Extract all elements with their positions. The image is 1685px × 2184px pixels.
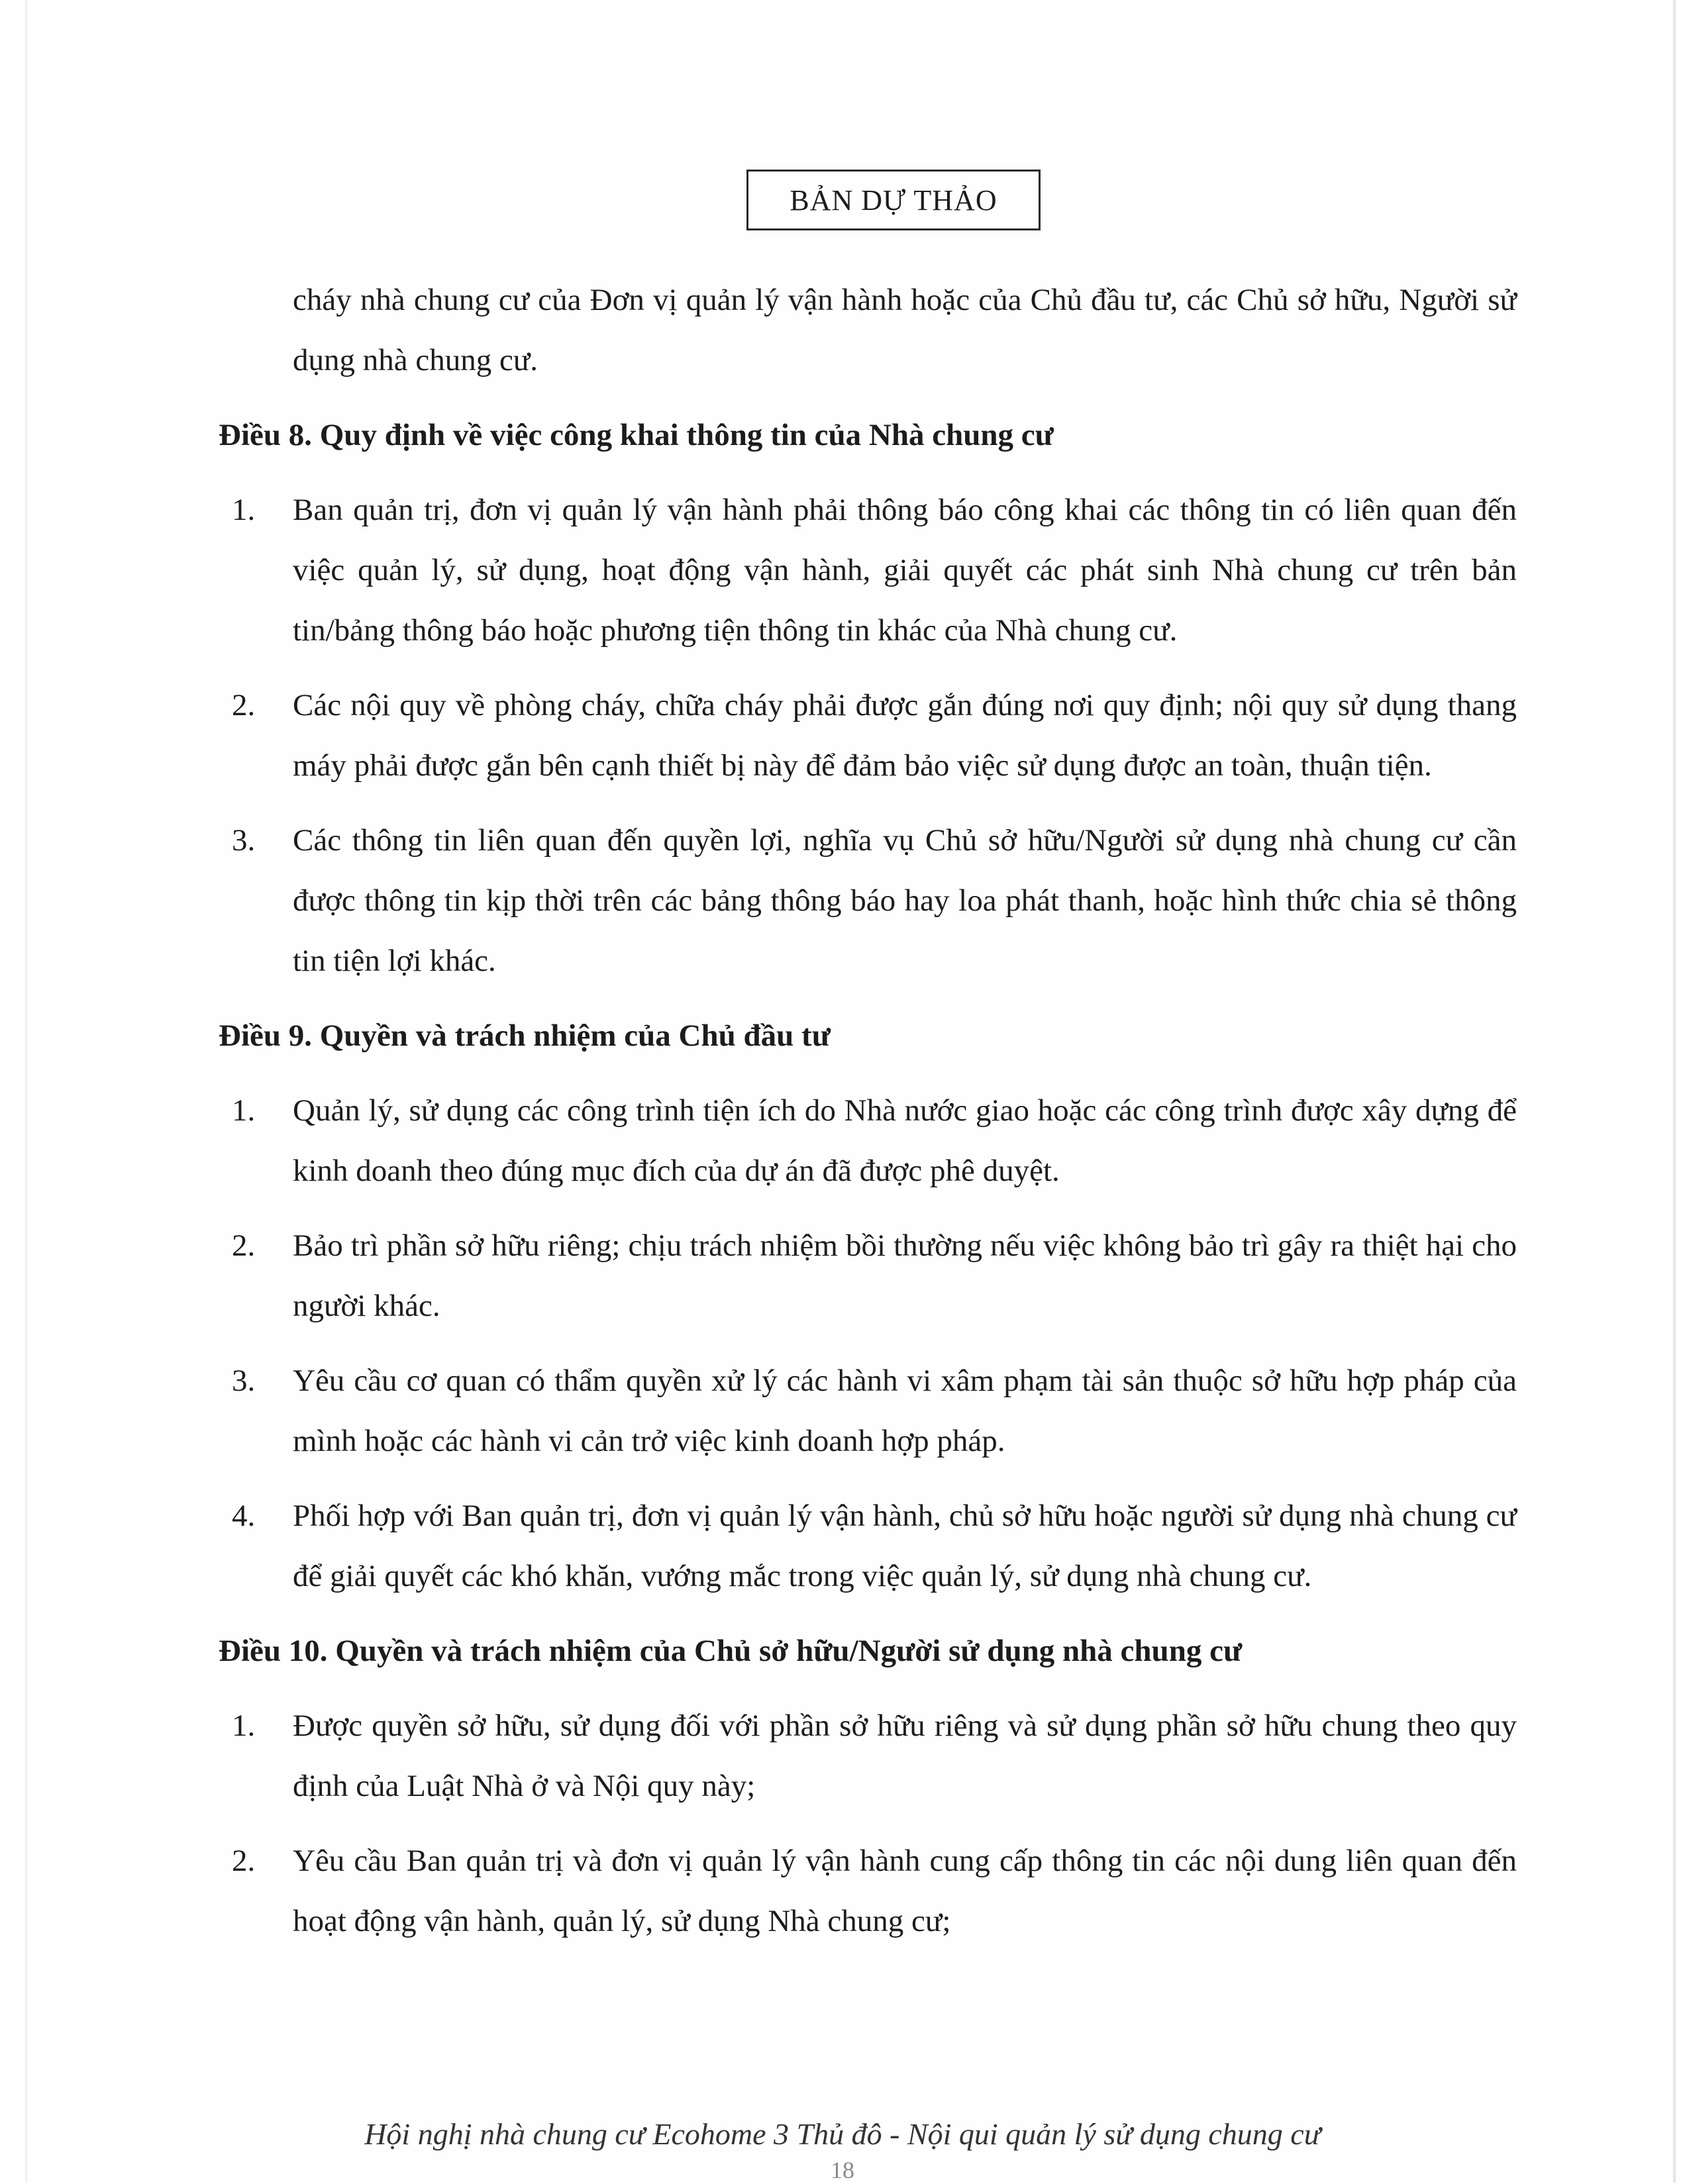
scan-edge-right (1673, 0, 1676, 2183)
item-number: 1. (232, 1093, 256, 1128)
list-item (219, 1216, 1517, 1336)
item-number: 4. (232, 1499, 256, 1533)
list-item (219, 1081, 1517, 1201)
item-number: 1. (232, 1709, 256, 1743)
draft-stamp: BẢN DỰ THẢO (746, 170, 1041, 230)
item-text: Được quyền sở hữu, sử dụng đối với phần sở hữu riêng và sử dụng phần sở hữu chung theo quy định của Luật Nhà ở và Nội quy này; (293, 1709, 1517, 1803)
list-item (219, 1486, 1517, 1607)
list-item (219, 1831, 1517, 1952)
document-body (219, 270, 1517, 1966)
page-number: 18 (831, 2157, 854, 2183)
item-number: 2. (232, 688, 256, 722)
article-10-title: Điều 10. Quyền và trách nhiệm của Chủ sở hữu/Người sử dụng nhà chung cư (219, 1634, 1243, 1668)
list-item (219, 480, 1517, 661)
intro-continuation: cháy nhà chung cư của Đơn vị quản lý vận hành hoặc của Chủ đầu tư, các Chủ sở hữu, Người sử dụng nhà chung cư. (293, 283, 1517, 377)
item-text: Bảo trì phần sở hữu riêng; chịu trách nhiệm bồi thường nếu việc không bảo trì gây ra thiệt hại cho người khác. (293, 1228, 1517, 1323)
item-text: Yêu cầu cơ quan có thẩm quyền xử lý các hành vi xâm phạm tài sản thuộc sở hữu hợp pháp của mình hoặc các hành vi cản trở việc kinh doanh hợp pháp. (293, 1364, 1517, 1458)
page-footer: Hội nghị nhà chung cư Ecohome 3 Thủ đô - Nội qui quản lý sử dụng chung cư (364, 2117, 1321, 2151)
list-item (219, 811, 1517, 991)
item-text: Các thông tin liên quan đến quyền lợi, nghĩa vụ Chủ sở hữu/Người sử dụng nhà chung cư cần được thông tin kịp thời trên các bảng thông báo hay loa phát thanh, hoặc hình thức chia sẻ thông tin tiện lợi khác. (293, 823, 1517, 978)
item-number: 1. (232, 493, 256, 527)
item-number: 3. (232, 1364, 256, 1398)
article-8-title: Điều 8. Quy định về việc công khai thông tin của Nhà chung cư (219, 418, 1054, 452)
list-item (219, 1696, 1517, 1816)
item-number: 2. (232, 1844, 256, 1878)
item-text: Ban quản trị, đơn vị quản lý vận hành phải thông báo công khai các thông tin có liên quan đến việc quản lý, sử dụng, hoạt động vận hành, giải quyết các phát sinh Nhà chung cư trên bản tin/bảng thông báo hoặc phương tiện thông tin khác của Nhà chung cư. (293, 493, 1517, 648)
item-text: Quản lý, sử dụng các công trình tiện ích do Nhà nước giao hoặc các công trình được xây dựng để kinh doanh theo đúng mục đích của dự án đã được phê duyệt. (293, 1093, 1517, 1188)
scan-edge-left (25, 0, 27, 2183)
item-number: 3. (232, 823, 256, 858)
item-text: Yêu cầu Ban quản trị và đơn vị quản lý vận hành cung cấp thông tin các nội dung liên quan đến hoạt động vận hành, quản lý, sử dụng Nhà chung cư; (293, 1844, 1517, 1938)
article-9-title: Điều 9. Quyền và trách nhiệm của Chủ đầu tư (219, 1018, 831, 1053)
list-item (219, 675, 1517, 796)
list-item (219, 1351, 1517, 1471)
item-number: 2. (232, 1228, 256, 1263)
item-text: Phối hợp với Ban quản trị, đơn vị quản lý vận hành, chủ sở hữu hoặc người sử dụng nhà chung cư để giải quyết các khó khăn, vướng mắc trong việc quản lý, sử dụng nhà chung cư. (293, 1499, 1517, 1593)
item-text: Các nội quy về phòng cháy, chữa cháy phải được gắn đúng nơi quy định; nội quy sử dụng thang máy phải được gắn bên cạnh thiết bị này để đảm bảo việc sử dụng được an toàn, thuận tiện. (293, 688, 1517, 783)
